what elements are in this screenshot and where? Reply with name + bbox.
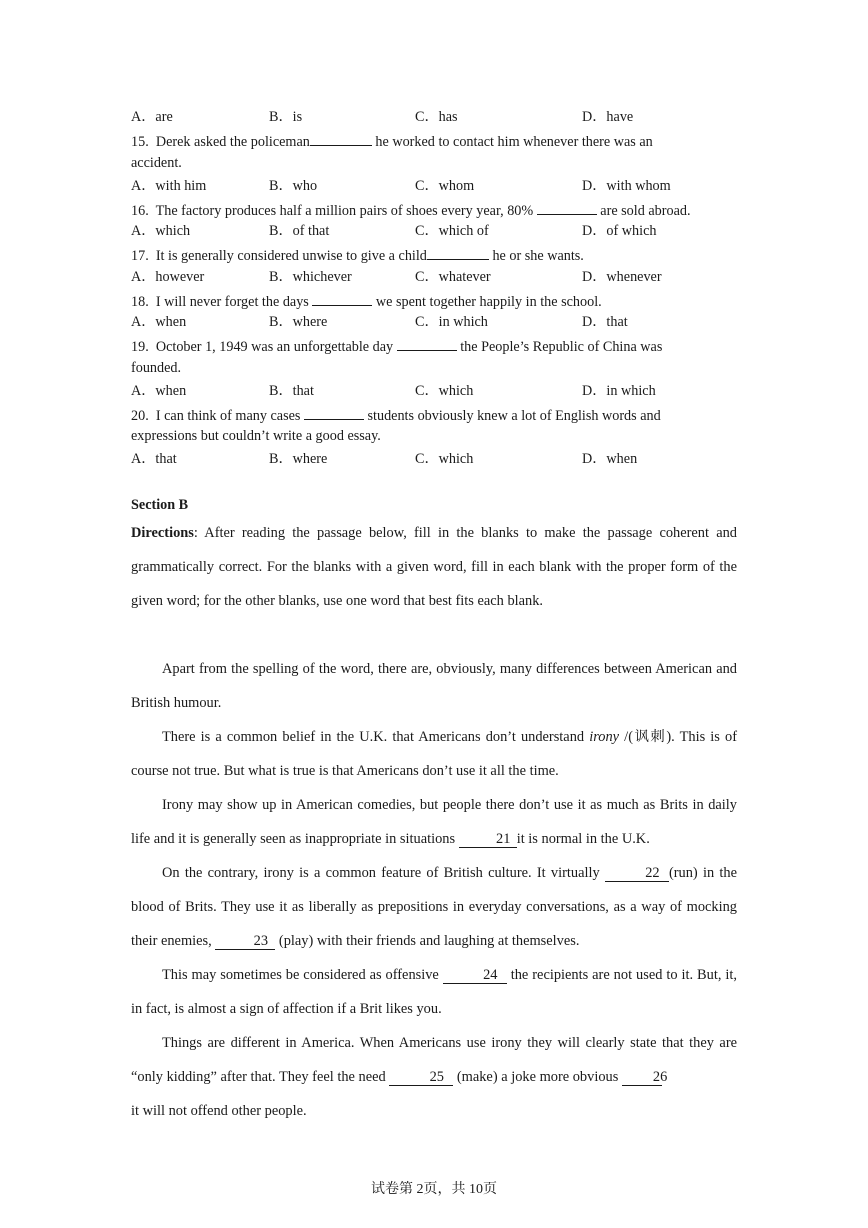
question-text: the People’s Republic of China was (456, 339, 663, 355)
option-c: C．in which (415, 314, 488, 330)
blank-21[interactable]: 21 (459, 831, 517, 848)
passage-text: (play) with their friends and laughing at themselves. (275, 933, 580, 949)
option-d: D．have (582, 109, 634, 125)
chinese-gloss: (讽刺) (628, 729, 672, 745)
option-a: A．with him (131, 178, 207, 194)
question-19-cont: founded. (131, 360, 182, 376)
option-a: A．when (131, 383, 187, 399)
section-title: Section B (131, 497, 189, 513)
question-20 (131, 405, 661, 425)
passage-paragraph (131, 958, 737, 1026)
blank-26[interactable]: 26 (622, 1069, 662, 1086)
option-c: C．whatever (415, 269, 491, 285)
option-b: B．where (269, 451, 328, 467)
answer-blank (427, 245, 489, 260)
option-d: D．of which (582, 223, 657, 239)
option-c: C．which of (415, 223, 489, 239)
directions-label: Directions (131, 525, 194, 541)
question-text: he or she wants. (488, 248, 584, 264)
section-directions (131, 516, 737, 618)
question-18 (131, 291, 602, 311)
passage-text: This may sometimes be considered as offensive (162, 967, 443, 983)
question-17 (131, 245, 584, 265)
option-a: A．however (131, 269, 205, 285)
question-19 (131, 336, 662, 356)
passage-paragraph (131, 856, 737, 958)
option-d: D．in which (582, 383, 656, 399)
question-16 (131, 200, 691, 220)
answer-blank (537, 200, 597, 215)
blank-24[interactable]: 24 (443, 967, 507, 984)
question-text: we spent together happily in the school. (372, 294, 602, 310)
passage-paragraph (131, 788, 737, 856)
option-a: A．are (131, 109, 173, 125)
question-text: 16. The factory produces half a million pairs of shoes every year, 80% (131, 203, 537, 219)
answer-blank (304, 405, 364, 420)
question-15-cont: accident. (131, 155, 182, 171)
question-text: 15. Derek asked the policeman (131, 134, 310, 150)
question-text: 18. I will never forget the days (131, 294, 313, 310)
passage-text: it will not offend other people. (131, 1103, 307, 1119)
passage-paragraph: Apart from the spelling of the word, there are, obviously, many differences between American and British humour. (131, 661, 737, 711)
question-text: are sold abroad. (596, 203, 691, 219)
passage-text: There is a common belief in the U.K. that Americans don’t understand (162, 729, 590, 745)
passage-text: Things are different in America. When Americans use irony they will clearly state that they are “only kidding” after that. They feel the need (131, 1035, 737, 1085)
option-a: A．that (131, 451, 177, 467)
option-b: B．whichever (269, 269, 352, 285)
option-d: D．when (582, 451, 638, 467)
passage-text: On the contrary, irony is a common feature of British culture. It virtually (162, 865, 605, 881)
blank-23[interactable]: 23 (215, 933, 275, 950)
question-text: 20. I can think of many cases (131, 408, 304, 424)
option-b: B．that (269, 383, 314, 399)
passage-text: it is normal in the U.K. (516, 831, 650, 847)
option-a: A．which (131, 223, 191, 239)
passage-text: (run) in the blood of Brits. They use it as liberally as prepositions in everyday conversations, as a way of mocking their enemies, (131, 865, 737, 949)
passage-paragraph (131, 720, 737, 788)
option-b: B．who (269, 178, 318, 194)
option-c: C．whom (415, 178, 475, 194)
passage-text: . This is of course not true. But what is true is that Americans don’t use it all the time. (131, 729, 737, 779)
passage-text: (make) a joke more obvious (453, 1069, 622, 1085)
question-20-cont: expressions but couldn’t write a good essay. (131, 428, 381, 444)
question-text: 19. October 1, 1949 was an unforgettable day (131, 339, 397, 355)
option-b: B．where (269, 314, 328, 330)
irony-word: irony (589, 729, 620, 745)
option-b: B．of that (269, 223, 330, 239)
option-d: D．with whom (582, 178, 671, 194)
question-text: 17. It is generally considered unwise to give a child (131, 248, 427, 264)
option-a: A．when (131, 314, 187, 330)
option-b: B．is (269, 109, 303, 125)
option-c: C．which (415, 451, 474, 467)
answer-blank (310, 131, 372, 146)
passage-text: Irony may show up in American comedies, but people there don’t use it as much as Brits in daily life and it is generally seen as inappropriate in situations (131, 797, 737, 847)
question-15 (131, 131, 653, 151)
question-text: he worked to contact him whenever there was an (371, 134, 653, 150)
passage-paragraph (131, 1026, 737, 1128)
passage-text: the recipients are not used to it. But, it, in fact, is almost a sign of affection if a Brit likes you. (131, 967, 737, 1017)
option-d: D．that (582, 314, 628, 330)
directions-text: : After reading the passage below, fill in the blanks to make the passage coherent and grammatically correct. For the blanks with a given word, fill in each blank with the proper form of the given word; for the other blanks, use one word that best fits each blank. (131, 525, 737, 609)
passage (131, 652, 737, 1128)
blank-22[interactable]: 22 (605, 865, 669, 882)
question-text: students obviously knew a lot of English words and (363, 408, 661, 424)
option-c: C．has (415, 109, 458, 125)
page-footer: 试卷第 2页，共 10页 (371, 1182, 497, 1197)
passage-text: / (619, 729, 629, 745)
answer-blank (397, 336, 457, 351)
blank-25[interactable]: 25 (389, 1069, 453, 1086)
option-d: D．whenever (582, 269, 662, 285)
answer-blank (312, 291, 372, 306)
option-c: C．which (415, 383, 474, 399)
